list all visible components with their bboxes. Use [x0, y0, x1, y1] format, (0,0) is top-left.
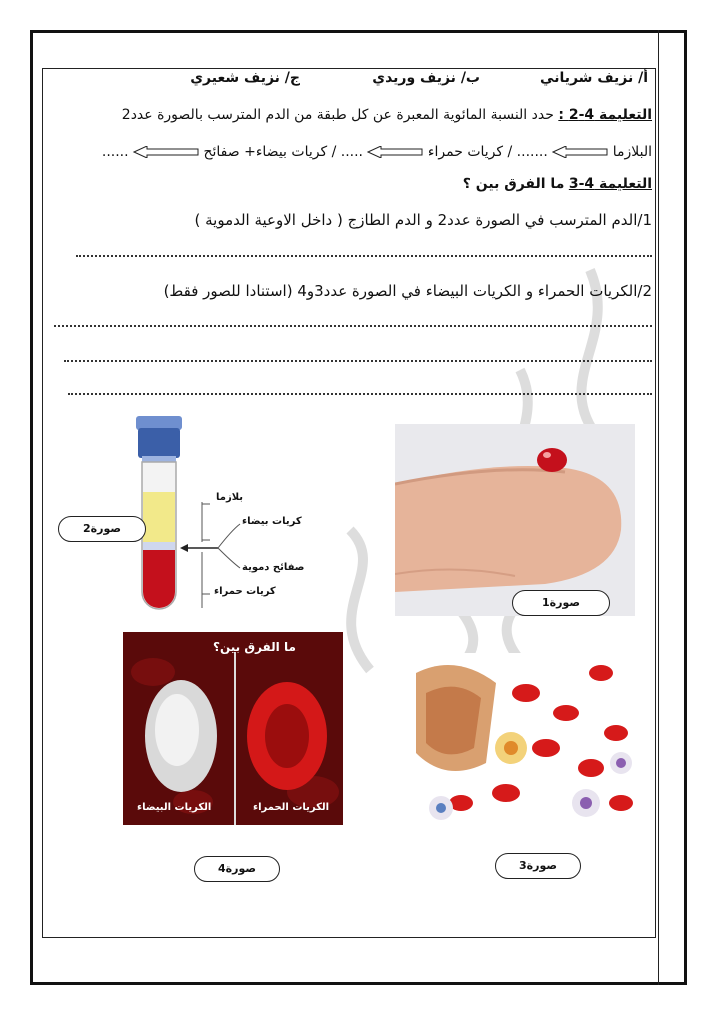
arrow-left-icon — [552, 146, 608, 158]
option-b: ب/ نزيف وريدي — [372, 70, 480, 86]
tube-label-platelets: صفائح دموية — [242, 562, 305, 573]
white-platelets-label: / كريات بيضاء+ صفائح — [203, 144, 337, 160]
answer-line-3 — [64, 360, 652, 362]
blood-vessel-cells-illustration — [416, 653, 638, 825]
white-platelets-answer-dots: ...... — [101, 144, 129, 160]
task-3-4-text: ما الفرق بين ؟ — [462, 176, 565, 192]
white-vs-red-cell-illustration — [123, 632, 343, 825]
answer-line-2 — [54, 325, 652, 327]
option-a: أ/ نزيف شرياني — [540, 70, 648, 86]
red-cells-answer-dots: ..... — [340, 144, 364, 160]
plasma-answer-dots: ....... — [516, 144, 548, 160]
question-1: 1/الدم المترسب في الصورة عدد2 و الدم الطازج ( داخل الاوعية الدموية ) — [194, 211, 652, 229]
answer-line-4 — [68, 393, 652, 395]
finger-blood-drop-illustration — [395, 424, 635, 616]
arrow-left-icon — [367, 146, 423, 158]
task-2-4-label: التعليمة 4-2 : — [558, 107, 652, 123]
figure-2-test-tube — [122, 412, 312, 620]
figure-2-caption: صورة2 — [58, 516, 146, 542]
option-c: ج/ نزيف شعيري — [190, 70, 300, 86]
arrow-left-icon — [133, 146, 199, 158]
plasma-percentages-line — [102, 144, 652, 160]
tube-label-plasma: بلازما — [216, 492, 244, 503]
task-2-4 — [122, 107, 652, 123]
answer-line-1 — [76, 255, 652, 257]
red-cells-label: / كريات حمراء — [427, 144, 513, 160]
figure-1-caption: صورة1 — [512, 590, 610, 616]
task-3-4 — [463, 176, 652, 192]
tube-label-white: كريات بيضاء — [242, 516, 302, 527]
tube-label-red: كريات حمراء — [214, 586, 276, 597]
figure-4-caption: صورة4 — [194, 856, 280, 882]
task-3-4-label: التعليمة 4-3 — [568, 176, 652, 192]
task-2-4-text: حدد النسبة المائوية المعبرة عن كل طبقة من الدم المترسب بالصورة عدد2 — [121, 107, 554, 123]
margin-line — [658, 30, 659, 985]
fig4-label-red: الكريات الحمراء — [253, 802, 330, 813]
figure-3-caption: صورة3 — [495, 853, 581, 879]
fig4-label-white: الكريات البيضاء — [137, 802, 212, 813]
figure-1-finger — [395, 424, 635, 616]
plasma-label: البلازما — [612, 144, 652, 160]
question-2: 2/الكريات الحمراء و الكريات البيضاء في الصورة عدد3و4 (استنادا للصور فقط) — [163, 282, 652, 300]
figure-4-cells-comparison — [123, 632, 343, 825]
figure-3-blood-vessel — [416, 653, 638, 825]
fig4-question: ما الفرق بين؟ — [213, 640, 296, 654]
